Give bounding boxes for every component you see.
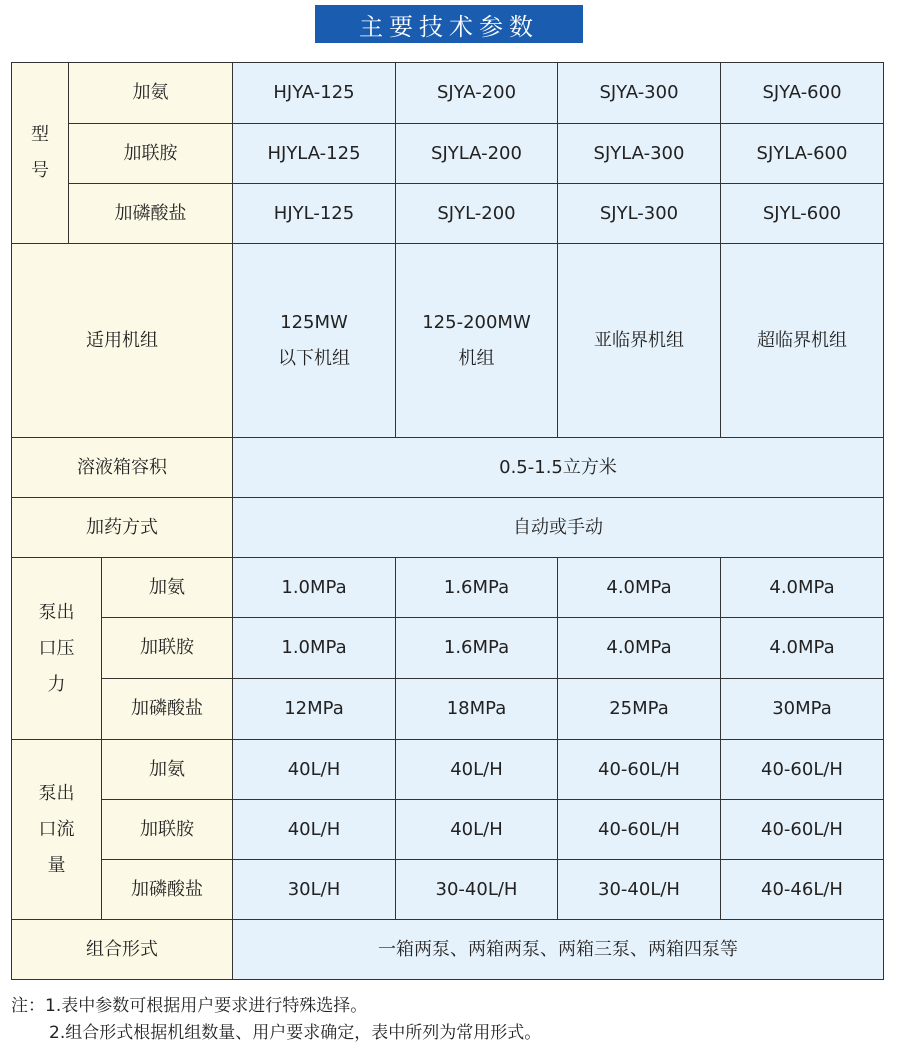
table-cell: 4.0MPa [721, 618, 884, 679]
cell-line: 超临界机组 [757, 329, 847, 351]
pressure-group-label-line: 力 [47, 673, 66, 695]
model-group-label-line: 型 [31, 124, 49, 145]
tank-row [12, 438, 884, 498]
row-label: 组合形式 [12, 920, 233, 980]
table-cell [233, 244, 396, 438]
row-label: 加联胺 [102, 800, 233, 860]
model-row-ammonia [12, 63, 884, 124]
model-row-phosphate [12, 184, 884, 244]
table-cell: HJYL-125 [233, 184, 396, 244]
table-cell [721, 244, 884, 438]
row-label: 加磷酸盐 [102, 679, 233, 740]
row-label: 加氨 [102, 558, 233, 618]
row-label: 加磷酸盐 [102, 860, 233, 920]
flow-row-ammonia [12, 740, 884, 800]
cell-line: 机组 [458, 347, 495, 369]
note-prefix: 注： [11, 996, 45, 1016]
notes [11, 993, 541, 1047]
combo-row [12, 920, 884, 980]
note-text: 1.表中参数可根据用户要求进行特殊选择。 [45, 996, 368, 1016]
flow-group-label [12, 740, 102, 920]
table-cell: HJYLA-125 [233, 124, 396, 184]
flow-row-hydrazine [12, 800, 884, 860]
units-row [12, 244, 884, 438]
dosing-row [12, 498, 884, 558]
note-1 [11, 993, 541, 1020]
table-cell: 1.6MPa [396, 558, 558, 618]
table-cell: SJYL-600 [721, 184, 884, 244]
row-label: 加磷酸盐 [69, 184, 233, 244]
table-cell: 0.5-1.5立方米 [233, 438, 884, 498]
pressure-group-label-line: 泵出 [38, 601, 75, 623]
row-label: 加氨 [102, 740, 233, 800]
row-label: 加联胺 [102, 618, 233, 679]
spec-table [11, 62, 884, 980]
table-cell: 4.0MPa [558, 618, 721, 679]
table-cell: 30MPa [721, 679, 884, 740]
table-cell: 40-60L/H [558, 800, 721, 860]
cell-line: 亚临界机组 [594, 329, 684, 351]
table-cell: 1.6MPa [396, 618, 558, 679]
pressure-row-phosphate [12, 679, 884, 740]
cell-line: 125MW [280, 311, 348, 333]
model-group-label [12, 63, 69, 244]
note-2: 2.组合形式根据机组数量、用户要求确定，表中所列为常用形式。 [49, 1023, 542, 1043]
table-cell: 12MPa [233, 679, 396, 740]
table-cell: 30L/H [233, 860, 396, 920]
table-cell: 40L/H [233, 800, 396, 860]
row-label: 溶液箱容积 [12, 438, 233, 498]
page-title: 主要技术参数 [315, 5, 583, 43]
table-cell: SJYLA-600 [721, 124, 884, 184]
table-cell: SJYA-200 [396, 63, 558, 124]
table-cell: 40-60L/H [558, 740, 721, 800]
table-cell: SJYL-300 [558, 184, 721, 244]
table-cell [558, 244, 721, 438]
table-cell: 30-40L/H [558, 860, 721, 920]
table-cell: 40L/H [396, 800, 558, 860]
table-cell: SJYA-300 [558, 63, 721, 124]
table-cell: 4.0MPa [721, 558, 884, 618]
table-cell [396, 244, 558, 438]
table-cell: 自动或手动 [233, 498, 884, 558]
table-cell: 18MPa [396, 679, 558, 740]
table-cell: 40L/H [233, 740, 396, 800]
row-label: 加联胺 [69, 124, 233, 184]
pressure-row-ammonia [12, 558, 884, 618]
pressure-group-label-line: 口压 [38, 637, 75, 659]
model-row-hydrazine [12, 124, 884, 184]
cell-line: 125-200MW [422, 311, 531, 333]
row-label: 适用机组 [12, 244, 233, 438]
flow-group-label-line: 泵出 [38, 782, 75, 804]
table-cell: 40-46L/H [721, 860, 884, 920]
model-group-label-line: 号 [31, 160, 49, 181]
table-cell: 1.0MPa [233, 558, 396, 618]
table-cell: 40-60L/H [721, 800, 884, 860]
flow-row-phosphate [12, 860, 884, 920]
table-cell: SJYA-600 [721, 63, 884, 124]
table-cell: SJYL-200 [396, 184, 558, 244]
row-label: 加氨 [69, 63, 233, 124]
table-cell: 30-40L/H [396, 860, 558, 920]
table-cell: 一箱两泵、两箱两泵、两箱三泵、两箱四泵等 [233, 920, 884, 980]
table-cell: HJYA-125 [233, 63, 396, 124]
row-label: 加药方式 [12, 498, 233, 558]
pressure-group-label [12, 558, 102, 740]
flow-group-label-line: 口流 [38, 818, 75, 840]
table-cell: 40-60L/H [721, 740, 884, 800]
table-cell: 40L/H [396, 740, 558, 800]
flow-group-label-line: 量 [47, 854, 66, 876]
table-cell: SJYLA-200 [396, 124, 558, 184]
table-cell: 1.0MPa [233, 618, 396, 679]
table-cell: SJYLA-300 [558, 124, 721, 184]
cell-line: 以下机组 [278, 347, 350, 369]
pressure-row-hydrazine [12, 618, 884, 679]
table-cell: 25MPa [558, 679, 721, 740]
table-cell: 4.0MPa [558, 558, 721, 618]
